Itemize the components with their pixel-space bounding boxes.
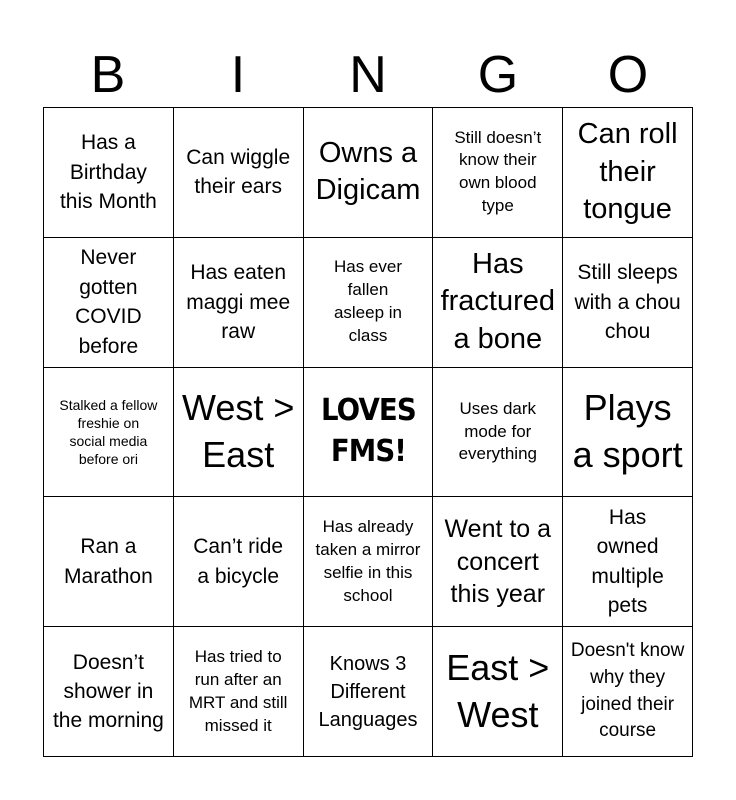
bingo-cell[interactable] <box>304 108 434 238</box>
header-letter-o: O <box>607 46 649 104</box>
cell-text: Has fractured a bone <box>440 247 556 356</box>
bingo-cell[interactable] <box>433 368 563 498</box>
cell-text: Can’t ride a bicycle <box>193 535 284 588</box>
free-space-label: LOVES FMS! <box>320 393 416 469</box>
bingo-cell[interactable] <box>44 108 174 238</box>
cell-text: Owns a Digicam <box>315 136 421 207</box>
bingo-cell[interactable] <box>563 108 693 238</box>
cell-text: Went to a concert this year <box>444 515 552 609</box>
bingo-cell[interactable] <box>304 627 434 757</box>
cell-text: Never gotten COVID before <box>75 246 142 358</box>
cell-text: Stalked a fellow freshie on social media before ori <box>59 396 158 468</box>
cell-text: Can wiggle their ears <box>186 146 291 199</box>
cell-text: Can roll their tongue <box>577 117 678 226</box>
cell-text: West > East <box>182 387 295 475</box>
bingo-cell[interactable] <box>44 497 174 627</box>
cell-text: Still doesn’t know their own blood type <box>454 127 542 216</box>
cell-text: Plays a sport <box>572 387 683 475</box>
cell-text: Has tried to run after an MRT and still missed it <box>188 646 288 735</box>
cell-text: Uses dark mode for everything <box>458 398 537 464</box>
header-letter-i: I <box>230 46 246 104</box>
header-letter-g: G <box>477 46 519 104</box>
bingo-cell[interactable] <box>174 108 304 238</box>
bingo-grid <box>43 107 693 757</box>
cell-text: Has eaten maggi mee raw <box>186 261 291 343</box>
cell-text: Has already taken a mirror selfie in this school <box>315 516 421 605</box>
bingo-cell[interactable] <box>433 627 563 757</box>
bingo-cell[interactable] <box>433 108 563 238</box>
cell-text: Doesn't know why they joined their course <box>570 640 685 742</box>
cell-text: Doesn’t shower in the morning <box>52 650 164 733</box>
bingo-cell[interactable] <box>174 497 304 627</box>
bingo-cell[interactable] <box>174 368 304 498</box>
bingo-cell[interactable] <box>174 238 304 368</box>
bingo-cell[interactable] <box>563 627 693 757</box>
bingo-cell[interactable] <box>174 627 304 757</box>
free-space[interactable] <box>304 368 434 498</box>
cell-text: Knows 3 Different Languages <box>318 652 418 731</box>
bingo-cell[interactable] <box>304 497 434 627</box>
bingo-cell[interactable] <box>44 368 174 498</box>
cell-text: East > West <box>446 646 550 735</box>
bingo-cell[interactable] <box>563 368 693 498</box>
bingo-cell[interactable] <box>433 238 563 368</box>
bingo-cell[interactable] <box>563 238 693 368</box>
cell-text: Has a Birthday this Month <box>59 131 157 214</box>
cell-text: Still sleeps with a chou chou <box>574 261 681 343</box>
header-letter-b: B <box>90 46 126 104</box>
cell-text: Ran a Marathon <box>64 535 153 588</box>
bingo-cell[interactable] <box>433 497 563 627</box>
cell-text: Has owned multiple pets <box>591 506 664 618</box>
bingo-header <box>43 42 693 108</box>
bingo-cell[interactable] <box>304 238 434 368</box>
bingo-cell[interactable] <box>44 238 174 368</box>
cell-text: Has ever fallen asleep in class <box>333 257 403 346</box>
bingo-cell[interactable] <box>563 497 693 627</box>
bingo-cell[interactable] <box>44 627 174 757</box>
header-letter-n: N <box>349 46 387 104</box>
